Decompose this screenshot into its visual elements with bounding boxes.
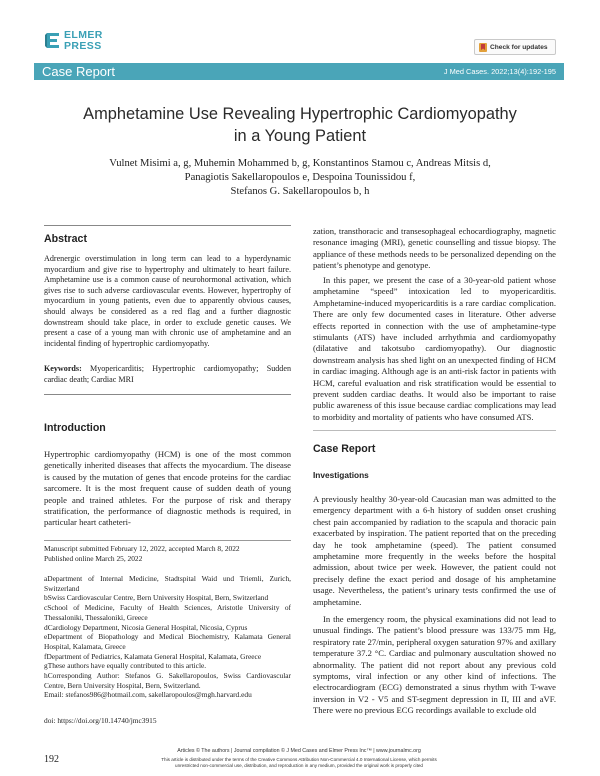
affiliation-e: eDepartment of Biopathology and Medical Biochemistry, Kalamata General Hospital, Kalamata, Greece [44, 632, 291, 651]
title-line2: in a Young Patient [233, 127, 367, 145]
bookmark-icon [479, 43, 487, 52]
affiliation-a: aDepartment of Internal Medicine, Stadtspital Waid und Triemli, Zurich, Switzerland [44, 574, 291, 593]
keywords [44, 364, 291, 385]
affiliation-f: fDepartment of Pediatrics, Kalamata General Hospital, Kalamata, Greece [44, 651, 262, 661]
elmer-press-logo-icon [44, 31, 62, 49]
manuscript-dates [44, 544, 291, 563]
doi-link[interactable]: doi: https://doi.org/10.14740/jmc3915 [44, 716, 157, 725]
case-report-heading: Case Report [313, 443, 376, 455]
footer-license [44, 757, 554, 769]
abstract-text: Adrenergic overstimulation in long term can lead to a hyperdynamic myocardium and give rise to hypertrophy and ultimately to heart failure. Amphetamine use is a common cause of neurohormonal activation, which gives rise to such adverse cardiovascular events. However, hypertrophy of myocardium in young patients, even due to apparently obvious causes, should always be considered as a red flag and a further diagnostic downstream should take place, in order to exclude genetic causes. We present a case of a young man with chronic use of amphetamine and an incidental finding of hypertrophic cardiomyopathy. [44, 254, 291, 348]
author-list [60, 157, 540, 199]
keywords-text: Myopericarditis; Hypertrophic cardiomyopathy; Sudden cardiac death; Cardiac MRI [44, 364, 291, 384]
authors-line1: Vulnet Misimi a, g, Muhemin Mohammed b, g, Konstantinos Stamou c, Andreas Mitsis d, [109, 158, 491, 169]
examination-paragraph: In the emergency room, the physical examinations did not lead to unusual findings. The patient’s blood pressure was 133/75 mm Hg, respiratory rate 27/min, peripheral oxygen saturation 97% and axillary temperature 37.2 °C. Cardiac and pulmonary auscultation showed no abnormality. The patient did not report about any previous cold symptoms, viral infection or any other kind of infections. The electrocardiogram (ECG) demonstrated a sinus rhythm with T-wave inversion in V2 - V5 and ST-segment depression in II, III and aVF. There were no previous ECG recordings available to exclude old [313, 614, 556, 716]
case-intro-paragraph: In this paper, we present the case of a 30-year-old patient whose amphetamine “speed” intoxication led to myopericarditis. Amphetamine-induced myopericarditis is a rare cardiac complication. There are only few documented cases in literature. Other adverse effects reported in connection with the use of amphetamine-type stimulants (ATS) have included arrhythmia and cardiomyopathy (dilatative and takotsubo cardiomyopathy). Our diagnostic downstream analysis has shed light on an unexpected finding of HCM in cardiac imaging. Although age is an anti-risk factor in patients with HCM, careful evaluation and risk stratification would be essential to prevent sudden cardiac deaths. It would also be important to raise public awareness of this issue because cardiac complications may lead to morbidity and mortality of patients who have consumed ATS. [313, 275, 556, 422]
keywords-label: Keywords: [44, 364, 82, 373]
abstract-bottom-rule [44, 394, 291, 395]
footer-copyright: Articles © The authors | Journal compilation © J Med Cases and Elmer Press Inc™ | www.journalmc.org [177, 748, 421, 754]
submitted-date: Manuscript submitted February 12, 2022, accepted March 8, 2022 [44, 544, 240, 553]
check-for-updates-button[interactable] [474, 39, 556, 55]
affiliations [44, 574, 291, 700]
footer-license-line2: unrestricted non-commercial use, distribution, and reproduction in any medium, provided the original work is properly cited [175, 763, 423, 768]
affiliation-d: dCardiology Department, Nicosia General Hospital, Nicosia, Cyprus [44, 622, 248, 632]
title-line1: Amphetamine Use Revealing Hypertrophic Cardiomyopathy [83, 105, 517, 123]
logo-line1: ELMER [64, 29, 103, 41]
publisher-logo [44, 28, 124, 60]
logo-line2: PRESS [64, 39, 102, 52]
case-report-rule [313, 430, 556, 431]
introduction-heading: Introduction [44, 422, 106, 434]
case-history-paragraph: A previously healthy 30-year-old Caucasian man was admitted to the emergency department with a 6-h history of sudden onset crushing chest pain accompanied by radiation to the scapula and thoracic pain exacerbated by inspiration. The patient reported that on the preceding day he took amphetamine (speed). The patient consumed amphetamine more frequently in the weeks before the hospital admission, about twice per week. However, the patient could not precisely define the exact period and dosage of his amphetamine usage. Nevertheless, the patient’s urinary tests confirmed the use of amphetamine. [313, 494, 556, 607]
affiliation-c: cSchool of Medicine, Faculty of Health Sciences, Aristotle University of Thessaloniki, Thessaloniki, Greece [44, 603, 291, 622]
published-date: Published online March 25, 2022 [44, 553, 143, 563]
authors-line2: Panagiotis Sakellaropoulos e, Despoina Tounissidou f, [184, 172, 416, 183]
contact-email[interactable]: Email: stefanos986@hotmail.com, sakellaropoulos@mgh.harvard.edu [44, 690, 252, 700]
corresponding-author: hCorresponding Author: Stefanos G. Sakellaropoulos, Swiss Cardiovascular Centre, Bern University Hospital, Bern, Switzerland. [44, 671, 291, 690]
authors-line3: Stefanos G. Sakellaropoulos b, h [230, 186, 370, 197]
footer-license-line1: This article is distributed under the terms of the Creative Commons Attribution Non-Commercial 4.0 International License, which permits [161, 757, 437, 762]
page-number: 192 [44, 754, 59, 765]
article-title [40, 103, 560, 147]
notes-rule [44, 540, 291, 541]
check-for-updates-label: Check for updates [490, 43, 548, 51]
section-banner [34, 63, 564, 80]
investigations-heading: Investigations [313, 470, 369, 480]
affiliation-b: bSwiss Cardiovascular Centre, Bern University Hospital, Bern, Switzerland [44, 593, 269, 603]
introduction-text: Hypertrophic cardiomyopathy (HCM) is one of the most common genetically inherited diseases that affects the myocardium. The disease is caused by the mutation of genes that encode proteins for the cardiac sarcomere. It is the most frequent cause of sudden death of young people and trained athletes. For the purpose of risk and therapy stratification, the performance of diagnostic methods is required, in particular heart catheteri- [44, 449, 291, 528]
intro-continued-text: zation, transthoracic and transesophageal echocardiography, magnetic resonance imaging (MRI), genetic counselling and tissue biopsy. The appliance of these methods needs to be personalized depending on the patient’s phenotype and genotype. [313, 226, 556, 271]
equal-contribution-note: gThese authors have equally contributed to this article. [44, 661, 207, 671]
journal-citation: J Med Cases. 2022;13(4):192-195 [443, 67, 556, 76]
abstract-top-rule [44, 225, 291, 226]
abstract-heading: Abstract [44, 233, 87, 245]
section-label: Case Report [42, 64, 115, 79]
